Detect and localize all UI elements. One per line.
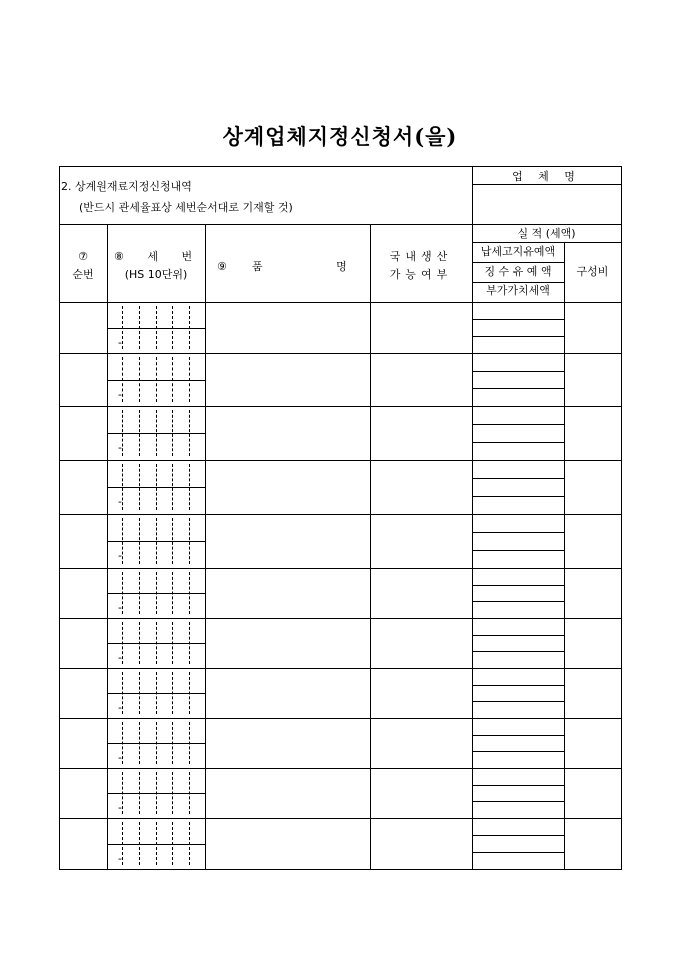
seq-label: 순번 <box>72 268 94 281</box>
seq-cell[interactable] <box>60 669 107 718</box>
hs-code-dash: - <box>118 549 122 562</box>
company-name-label: 업 체 명 <box>512 170 581 183</box>
ratio-cell[interactable] <box>565 407 621 460</box>
seq-cell[interactable] <box>60 569 107 618</box>
ratio-cell[interactable] <box>565 719 621 768</box>
seq-cell[interactable] <box>60 407 107 460</box>
domestic-availability-cell[interactable] <box>371 669 472 718</box>
tax-notice-deferral-cell[interactable] <box>473 819 564 835</box>
vat-amount-cell[interactable] <box>473 443 564 460</box>
collection-deferral-cell[interactable] <box>473 533 564 550</box>
performance-header: 실 적 (세액) <box>517 227 576 240</box>
ratio-cell[interactable] <box>565 819 621 869</box>
hs-code-cell[interactable] <box>108 515 205 568</box>
tax-notice-deferral-cell[interactable] <box>473 669 564 685</box>
seq-cell[interactable] <box>60 354 107 406</box>
ratio-cell[interactable] <box>565 619 621 668</box>
hs-code-dash: - <box>118 801 122 814</box>
hs-code-cell[interactable] <box>108 354 205 406</box>
seq-cell[interactable] <box>60 515 107 568</box>
hs-code-cell[interactable] <box>108 669 205 718</box>
seq-cell[interactable] <box>60 303 107 353</box>
perf-header-line <box>472 242 621 243</box>
domestic-availability-cell[interactable] <box>371 719 472 768</box>
item-name-cell[interactable] <box>206 303 370 353</box>
hs-code-sub-label: (HS 10단위) <box>124 268 188 281</box>
tax-notice-deferral-cell[interactable] <box>473 569 564 585</box>
ratio-cell[interactable] <box>565 569 621 618</box>
perf-subline-2 <box>472 282 564 283</box>
collection-deferral-cell[interactable] <box>473 786 564 801</box>
section-title: 2. 상계원재료지정신청내역 <box>61 180 192 193</box>
section-note: (반드시 관세율표상 세번순서대로 기재할 것) <box>79 201 293 214</box>
seq-mark: ⑦ <box>78 250 88 263</box>
ratio-cell[interactable] <box>565 461 621 514</box>
vat-amount-cell[interactable] <box>473 702 564 718</box>
domestic-availability-cell[interactable] <box>371 619 472 668</box>
tax-notice-deferral-cell[interactable] <box>473 461 564 478</box>
item-name-cell[interactable] <box>206 719 370 768</box>
seq-cell[interactable] <box>60 769 107 818</box>
vat-amount-cell[interactable] <box>473 602 564 618</box>
domestic-availability-label: 가능여부 <box>389 268 453 281</box>
ratio-cell[interactable] <box>565 515 621 568</box>
hs-code-cell[interactable] <box>108 461 205 514</box>
hs-code-dash: - <box>118 388 122 401</box>
perf-subline-1 <box>472 262 564 263</box>
item-name-cell[interactable] <box>206 354 370 406</box>
collection-deferral-cell[interactable] <box>473 372 564 388</box>
item-name-cell[interactable] <box>206 569 370 618</box>
collection-deferral-cell[interactable] <box>473 479 564 496</box>
domestic-availability-cell[interactable] <box>371 569 472 618</box>
domestic-availability-cell[interactable] <box>371 407 472 460</box>
hs-code-dash: - <box>118 651 122 664</box>
domestic-production-label: 국내생산 <box>389 250 453 263</box>
hs-code-cell[interactable] <box>108 569 205 618</box>
item-name-cell[interactable] <box>206 461 370 514</box>
vat-amount-cell[interactable] <box>473 752 564 768</box>
domestic-availability-cell[interactable] <box>371 819 472 869</box>
item-name-label: 품 명 <box>252 260 347 273</box>
vat-amount-cell[interactable] <box>473 389 564 406</box>
hs-code-dash: - <box>118 441 122 454</box>
tax-notice-deferral-cell[interactable] <box>473 769 564 785</box>
form-table <box>59 166 621 869</box>
vat-amount-cell[interactable] <box>473 652 564 668</box>
hs-code-dash: - <box>118 495 122 508</box>
header-divider <box>59 224 621 225</box>
vat-amount-cell[interactable] <box>473 853 564 869</box>
domestic-availability-cell[interactable] <box>371 303 472 353</box>
hs-code-dash: - <box>118 852 122 865</box>
seq-cell[interactable] <box>60 461 107 514</box>
item-name-cell[interactable] <box>206 819 370 869</box>
tax-notice-deferral-cell[interactable] <box>473 354 564 371</box>
table-border-bottom <box>59 869 622 870</box>
hs-code-cell[interactable] <box>108 407 205 460</box>
seq-cell[interactable] <box>60 719 107 768</box>
company-row-line <box>472 184 621 185</box>
form-title: 상계업체지정신청서(을) <box>222 124 458 149</box>
collection-deferral-cell[interactable] <box>473 425 564 442</box>
hs-code-cell[interactable] <box>108 303 205 353</box>
tax-notice-deferral-cell[interactable] <box>473 407 564 424</box>
ratio-cell[interactable] <box>565 669 621 718</box>
item-name-cell[interactable] <box>206 619 370 668</box>
hs-code-cell[interactable] <box>108 819 205 869</box>
ratio-cell[interactable] <box>565 354 621 406</box>
hs-code-dash: - <box>118 336 122 349</box>
item-name-cell[interactable] <box>206 669 370 718</box>
tax-notice-deferral-cell[interactable] <box>473 515 564 532</box>
vat-amount-cell[interactable] <box>473 802 564 818</box>
collection-deferral-cell[interactable] <box>473 736 564 751</box>
domestic-availability-cell[interactable] <box>371 515 472 568</box>
company-name-field[interactable] <box>472 185 621 224</box>
hs-code-dash: - <box>118 601 122 614</box>
collection-deferral-cell[interactable] <box>473 320 564 336</box>
domestic-availability-cell[interactable] <box>371 354 472 406</box>
table-border-right <box>621 166 622 870</box>
item-name-cell[interactable] <box>206 407 370 460</box>
item-name-cell[interactable] <box>206 515 370 568</box>
collection-deferral-cell[interactable] <box>473 636 564 651</box>
vat-amount-label: 부가가치세액 <box>486 284 550 297</box>
ratio-cell[interactable] <box>565 769 621 818</box>
tax-notice-deferral-label: 납세고지유예액 <box>480 245 556 258</box>
hs-code-cell[interactable] <box>108 719 205 768</box>
tax-notice-deferral-cell[interactable] <box>473 303 564 319</box>
vat-amount-cell[interactable] <box>473 551 564 568</box>
hs-code-dash: - <box>118 751 122 764</box>
hs-code-dash: - <box>118 701 122 714</box>
item-name-cell[interactable] <box>206 769 370 818</box>
seq-cell[interactable] <box>60 819 107 869</box>
collection-deferral-cell[interactable] <box>473 686 564 701</box>
domestic-availability-cell[interactable] <box>371 461 472 514</box>
collection-deferral-cell[interactable] <box>473 586 564 601</box>
tax-notice-deferral-cell[interactable] <box>473 619 564 635</box>
vat-amount-cell[interactable] <box>473 337 564 353</box>
table-border-top <box>59 166 622 167</box>
seq-cell[interactable] <box>60 619 107 668</box>
collection-deferral-label: 징 수 유 예 액 <box>484 265 552 278</box>
collection-deferral-cell[interactable] <box>473 836 564 852</box>
ratio-label: 구성비 <box>576 265 609 278</box>
ratio-cell[interactable] <box>565 303 621 353</box>
hs-code-cell[interactable] <box>108 769 205 818</box>
hs-code-label: ⑧ 세 번 <box>114 250 193 263</box>
vat-amount-cell[interactable] <box>473 497 564 514</box>
hs-code-cell[interactable] <box>108 619 205 668</box>
item-mark: ⑨ <box>217 260 227 273</box>
domestic-availability-cell[interactable] <box>371 769 472 818</box>
tax-notice-deferral-cell[interactable] <box>473 719 564 735</box>
